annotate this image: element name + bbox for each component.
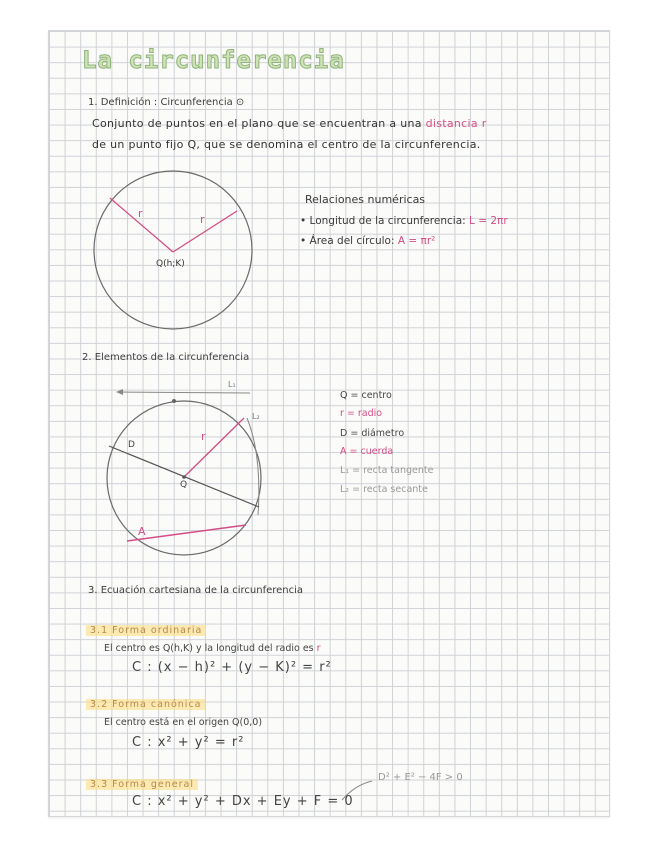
ordinaria-text-a: El centro es Q(h,K) y la longitud del radio es xyxy=(104,643,314,654)
radius-line-3 xyxy=(184,418,244,477)
radius-line-2 xyxy=(173,211,237,252)
ordinaria-text xyxy=(104,643,321,654)
radius-label-2: r xyxy=(200,213,205,226)
section3-heading: 3. Ecuación cartesiana de la circunferencia xyxy=(88,585,304,596)
relation-1 xyxy=(300,215,508,227)
relation-2-label: • Área del círculo: xyxy=(300,235,395,247)
center-point xyxy=(182,475,186,479)
legend-item-cuerda: A = cuerda xyxy=(340,446,394,457)
legend-item-secante: L₂ = recta secante xyxy=(340,484,428,495)
tangent-arrow xyxy=(116,389,123,395)
section1-heading: 1. Definición : Circunferencia ⊙ xyxy=(88,97,245,108)
center-label: Q(h;K) xyxy=(156,259,185,269)
section2-heading: 2. Elementos de la circunferencia xyxy=(82,352,250,363)
label-A: A xyxy=(138,525,146,538)
radius-label-1: r xyxy=(138,207,143,220)
general-equation: C : x² + y² + Dx + Ey + F = 0 xyxy=(132,794,354,809)
canonica-text: El centro está en el origen Q(0,0) xyxy=(104,717,263,728)
ordinaria-label: 3.1 Forma ordinaria xyxy=(86,625,206,636)
relation-1-label: • Longitud de la circunferencia: xyxy=(300,215,466,227)
legend-item-tangente: L₁ = recta tangente xyxy=(340,465,434,476)
label-L2: L₂ xyxy=(252,412,260,421)
ordinaria-equation: C : (x − h)² + (y − K)² = r² xyxy=(132,660,332,675)
relations-title: Relaciones numéricas xyxy=(305,193,426,206)
canonica-label: 3.2 Forma canónica xyxy=(86,699,205,710)
relation-2-formula: A = πr² xyxy=(397,235,436,247)
label-r: r xyxy=(201,430,206,443)
definition-text-a: Conjunto de puntos en el plano que se encuentran a una xyxy=(92,117,422,130)
canonica-equation: C : x² + y² = r² xyxy=(132,735,245,750)
relation-1-formula: L = 2πr xyxy=(469,215,508,227)
tangent-point xyxy=(172,399,176,403)
relation-2 xyxy=(300,235,435,247)
legend-item-diametro: D = diámetro xyxy=(340,428,405,439)
definition-line-2: de un punto fijo Q, que se denomina el centro de la circunferencia. xyxy=(92,138,481,151)
label-L1: L₁ xyxy=(228,380,236,389)
page-title: La circunferencia xyxy=(82,46,345,74)
definition-text-b: distancia r xyxy=(425,117,487,130)
general-condition: D² + E² − 4F > 0 xyxy=(378,772,463,783)
tangent-line xyxy=(118,392,250,393)
ordinaria-text-b: r xyxy=(316,643,321,654)
legend-item-radio: r = radio xyxy=(340,408,383,419)
circle-1 xyxy=(94,171,252,329)
general-label: 3.3 Forma general xyxy=(86,779,198,790)
label-D: D xyxy=(128,440,135,450)
legend-item-centro: Q = centro xyxy=(340,390,392,401)
label-Q: Q xyxy=(180,480,188,490)
